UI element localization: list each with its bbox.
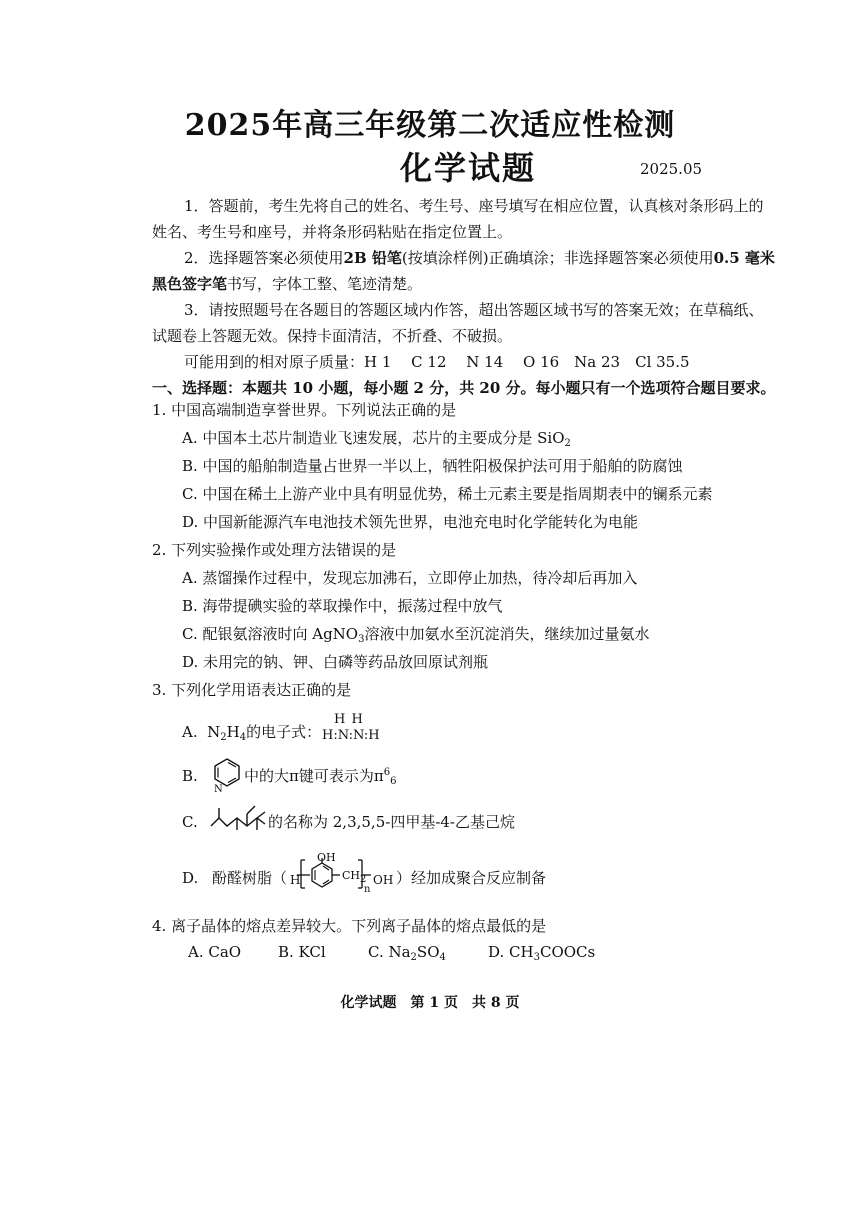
q1-option-b: B. 中国的船舶制造量占世界一半以上，牺牲阳极保护法可用于船舶的防腐蚀 — [182, 457, 683, 475]
exam-date: 2025.05 — [640, 160, 703, 178]
subject-title: 化学试题 — [400, 149, 537, 187]
q3-stem: 3. 下列化学用语表达正确的是 — [152, 681, 352, 699]
resin-n-subscript: n — [364, 884, 371, 895]
q3-option-b-label: B. — [182, 767, 198, 785]
q1-option-c: C. 中国在稀土上游产业中具有明显优势，稀土元素主要是指周期表中的镧系元素 — [182, 485, 713, 503]
note-1-line-2: 姓名、考生号和座号，并将条形码粘贴在指定位置上。 — [152, 223, 513, 241]
resin-h-end: H — [290, 873, 301, 887]
note-3-line-1: 3．请按照题号在各题目的答题区域内作答，超出答题区域书写的答案无效；在草稿纸、 — [184, 301, 764, 319]
n2h4-electron-top: H H — [334, 712, 364, 727]
q1-stem: 1. 中国高端制造享誉世界。下列说法正确的是 — [152, 401, 457, 419]
q4-option-b: B. KCl — [278, 943, 326, 961]
page-footer: 化学试题 第 1 页 共 8 页 — [340, 995, 520, 1011]
atomic-masses: 可能用到的相对原子质量：H 1 C 12 N 14 O 16 Na 23 Cl 35.5 — [184, 353, 690, 371]
pyridine-n-atom: N — [214, 784, 223, 795]
q1-option-a: A. 中国本土芯片制造业飞速发展，芯片的主要成分是 SiO$_2$ — [182, 429, 571, 449]
q3-option-c-text: 的名称为 2,3,5,5-四甲基-4-乙基己烷 — [268, 813, 515, 831]
q4-option-d: D. $CH_3COOCs$ — [488, 943, 596, 963]
q2-option-c: C. 配银氨溶液时向 AgNO$_3$溶液中加氨水至沉淀消失，继续加过量氨水 — [182, 625, 650, 645]
q3-option-d-prefix: 酚醛树脂（ — [212, 869, 288, 887]
q1-option-d: D. 中国新能源汽车电池技术领先世界，电池充电时化学能转化为电能 — [182, 513, 639, 531]
q2-option-d: D. 未用完的钠、钾、白磷等药品放回原试剂瓶 — [182, 653, 489, 671]
alkane-skeletal-structure — [205, 796, 277, 836]
q2-option-b: B. 海带提碘实验的萃取操作中，振荡过程中放气 — [182, 597, 503, 615]
exam-title: 2025年高三年级第二次适应性检测 — [184, 108, 676, 143]
resin-oh-top: OH — [317, 851, 336, 864]
q2-stem: 2. 下列实验操作或处理方法错误的是 — [152, 541, 397, 559]
q3-option-a: A. $N_2H_4$的电子式： — [182, 723, 322, 743]
q4-stem: 4. 离子晶体的熔点差异较大。下列离子晶体的熔点最低的是 — [152, 917, 547, 935]
q3-option-b-text: 中的大π键可表示为$\pi^6_6$ — [244, 767, 397, 787]
section-1-heading: 一、选择题：本题共 10 小题，每小题 2 分，共 20 分。每小题只有一个选项符合题目要求。 — [152, 379, 776, 397]
q4-option-c: C. $Na_2SO_4$ — [368, 943, 446, 963]
q3-option-d-suffix: ）经加成聚合反应制备 — [396, 869, 547, 887]
n2h4-electron-bottom: H:N:N:H — [322, 728, 380, 743]
q3-option-c-label: C. — [182, 813, 198, 831]
note-2-line-2: 黑色签字笔书写，字体工整、笔迹清楚。 — [152, 275, 423, 293]
q3-option-d-label: D. — [182, 869, 199, 887]
q2-option-a: A. 蒸馏操作过程中，发现忘加沸石，立即停止加热，待冷却后再加入 — [182, 569, 638, 587]
resin-oh-end: OH — [373, 873, 394, 887]
q4-option-a: A. CaO — [188, 943, 242, 961]
resin-ch2-group: $CH_2$ — [342, 869, 367, 885]
note-3-line-2: 试题卷上答题无效。保持卡面清洁，不折叠、不破损。 — [152, 327, 513, 345]
note-1-line-1: 1．答题前，考生先将自己的姓名、考生号、座号填写在相应位置，认真核对条形码上的 — [184, 197, 764, 215]
note-2-line-1: 2．选择题答案必须使用2B 铅笔(按填涂样例)正确填涂；非选择题答案必须使用0.5 毫米 — [184, 249, 775, 267]
